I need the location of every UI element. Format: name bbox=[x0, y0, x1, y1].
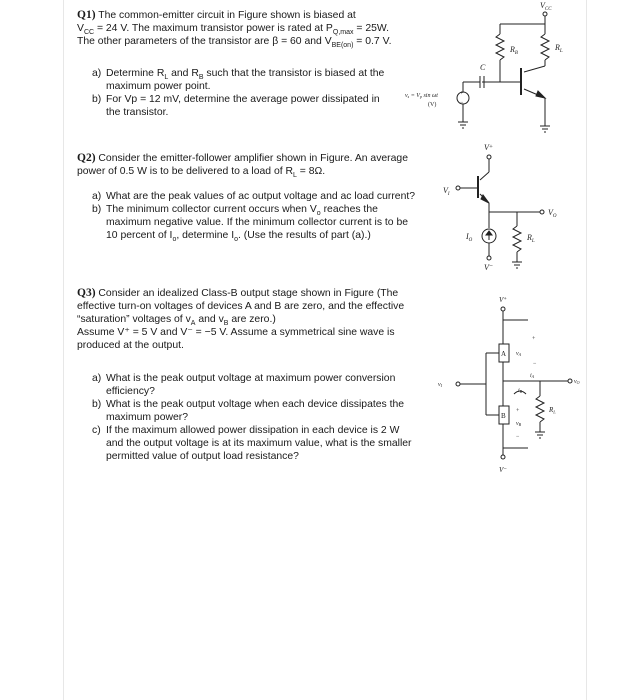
svg-text:−: − bbox=[460, 100, 464, 106]
q2-io-label: $I_O$ bbox=[466, 232, 473, 243]
q3-vplus-label: V⁺ bbox=[499, 296, 507, 304]
q3-part-b-cont: maximum power? bbox=[106, 412, 188, 423]
q3-circuit bbox=[438, 296, 580, 474]
svg-text:B: B bbox=[501, 412, 506, 420]
q3-vb-label: vB bbox=[516, 421, 522, 427]
q1-number: Q1) bbox=[77, 9, 96, 21]
q2-vminus-label: V⁻ bbox=[484, 263, 494, 272]
q1-line1: Q1) The common-emitter circuit in Figure shown is biased at bbox=[77, 9, 356, 21]
q2-part-b: b) The minimum collector current occurs when $V_o$ reaches the bbox=[92, 204, 378, 218]
q2-line1: Q2) Consider the emitter-follower amplifier shown in Figure. An average bbox=[77, 152, 408, 164]
q3-part-c: c) If the maximum allowed power dissipation in each device is 2 W bbox=[92, 425, 400, 436]
q1-vcc-terminal bbox=[543, 12, 547, 16]
q1-emitter-arrow bbox=[536, 91, 545, 98]
q2-vo-label: $V_O$ bbox=[548, 208, 557, 219]
svg-text:A: A bbox=[501, 350, 507, 358]
q3-vb-minus: − bbox=[516, 434, 520, 440]
q1-vcc-label: $V_{CC}$ bbox=[540, 1, 552, 12]
q2-rl-resistor bbox=[513, 226, 521, 252]
q3-vi-label: vI bbox=[438, 382, 443, 388]
q1-rb-label: $R_B$ bbox=[510, 45, 518, 56]
q2-vi-label: $V_I$ bbox=[443, 186, 450, 197]
q1-rl-label: $R_L$ bbox=[555, 43, 563, 54]
q3-part-c-cont2: permitted value of output load resistance? bbox=[106, 451, 299, 462]
q3-ia-label: iA bbox=[530, 373, 535, 379]
q1-source-label: vs = Vp sin ωt bbox=[405, 93, 438, 99]
q2-part-a: a) What are the peak values of ac output voltage and ac load current? bbox=[92, 191, 416, 202]
q3-ib-label: iB bbox=[518, 388, 523, 394]
q3-rl-resistor bbox=[536, 396, 544, 422]
q3-va-plus: + bbox=[532, 336, 536, 342]
q3-vb-plus: + bbox=[516, 408, 520, 414]
q1-line3: The other parameters of the transistor are β = 60 and $V_{BE(on)} = 0.7$ V. bbox=[77, 36, 392, 50]
q2-rl-label: $R_L$ bbox=[527, 233, 535, 244]
q1-part-b: b) For Vp = 12 mV, determine the average power dissipated in bbox=[92, 94, 380, 105]
q3-va-minus: − bbox=[533, 361, 537, 367]
svg-text:+: + bbox=[460, 91, 464, 97]
q1-part-a: a) Determine $R_L$ and $R_B$ such that the transistor is biased at the bbox=[92, 68, 385, 82]
q3-part-a-cont: efficiency? bbox=[106, 386, 155, 397]
q1-collector-lead bbox=[524, 66, 545, 72]
q3-line5: produced at the output. bbox=[77, 340, 184, 351]
q3-vminus-label: V⁻ bbox=[499, 466, 507, 474]
q3-part-a: a) What is the peak output voltage at maximum power conversion bbox=[92, 373, 396, 384]
q3-line4: Assume V⁺ = 5 V and V⁻ = −5 V. Assume a symmetrical sine wave is bbox=[77, 327, 395, 338]
q2-line2: power of 0.5 W is to be delivered to a load of $R_L = 8\Omega$. bbox=[77, 166, 326, 180]
q1-rl-resistor bbox=[541, 34, 549, 60]
q3-line1: Q3) Consider an idealized Class-B output stage shown in Figure (The bbox=[77, 287, 399, 299]
q3-part-b: b) What is the peak output voltage when each device dissipates the bbox=[92, 399, 405, 410]
q2-part-b-cont2: 10 percent of $I_o$, determine $I_o$. (Use the results of part (a).) bbox=[106, 230, 371, 244]
q3-va-label: vA bbox=[516, 351, 522, 357]
q3-line2: effective turn-on voltages of devices A and B are zero, and the effective bbox=[77, 301, 405, 312]
q1-part-a-cont: maximum power point. bbox=[106, 81, 211, 92]
q1-rb-resistor bbox=[496, 34, 504, 60]
q1-line2: $V_{CC} = 24$ V. The maximum transistor power is rated at $P_{Q,max} = 25W$. bbox=[77, 23, 390, 37]
q1-cap-label: C bbox=[480, 63, 486, 72]
q3-part-c-cont1: and the output voltage is at its maximum value, what is the smaller bbox=[106, 438, 412, 449]
q3-line3: “saturation” voltages of $v_A$ and $v_B$ are zero.) bbox=[77, 314, 276, 328]
q2-part-b-cont1: maximum negative value. If the minimum collector current is to be bbox=[106, 217, 409, 228]
q1-part-b-cont: the transistor. bbox=[106, 107, 169, 118]
q2-number: Q2) bbox=[77, 152, 96, 164]
q3-number: Q3) bbox=[77, 287, 96, 299]
q1-source-unit: (V) bbox=[428, 102, 437, 108]
q2-circuit bbox=[443, 143, 557, 272]
q2-vplus-label: V⁺ bbox=[484, 143, 494, 152]
q3-rl-label: $R_L$ bbox=[549, 406, 556, 415]
q3-vo-label: vO bbox=[574, 379, 580, 385]
q1-circuit bbox=[405, 1, 563, 132]
